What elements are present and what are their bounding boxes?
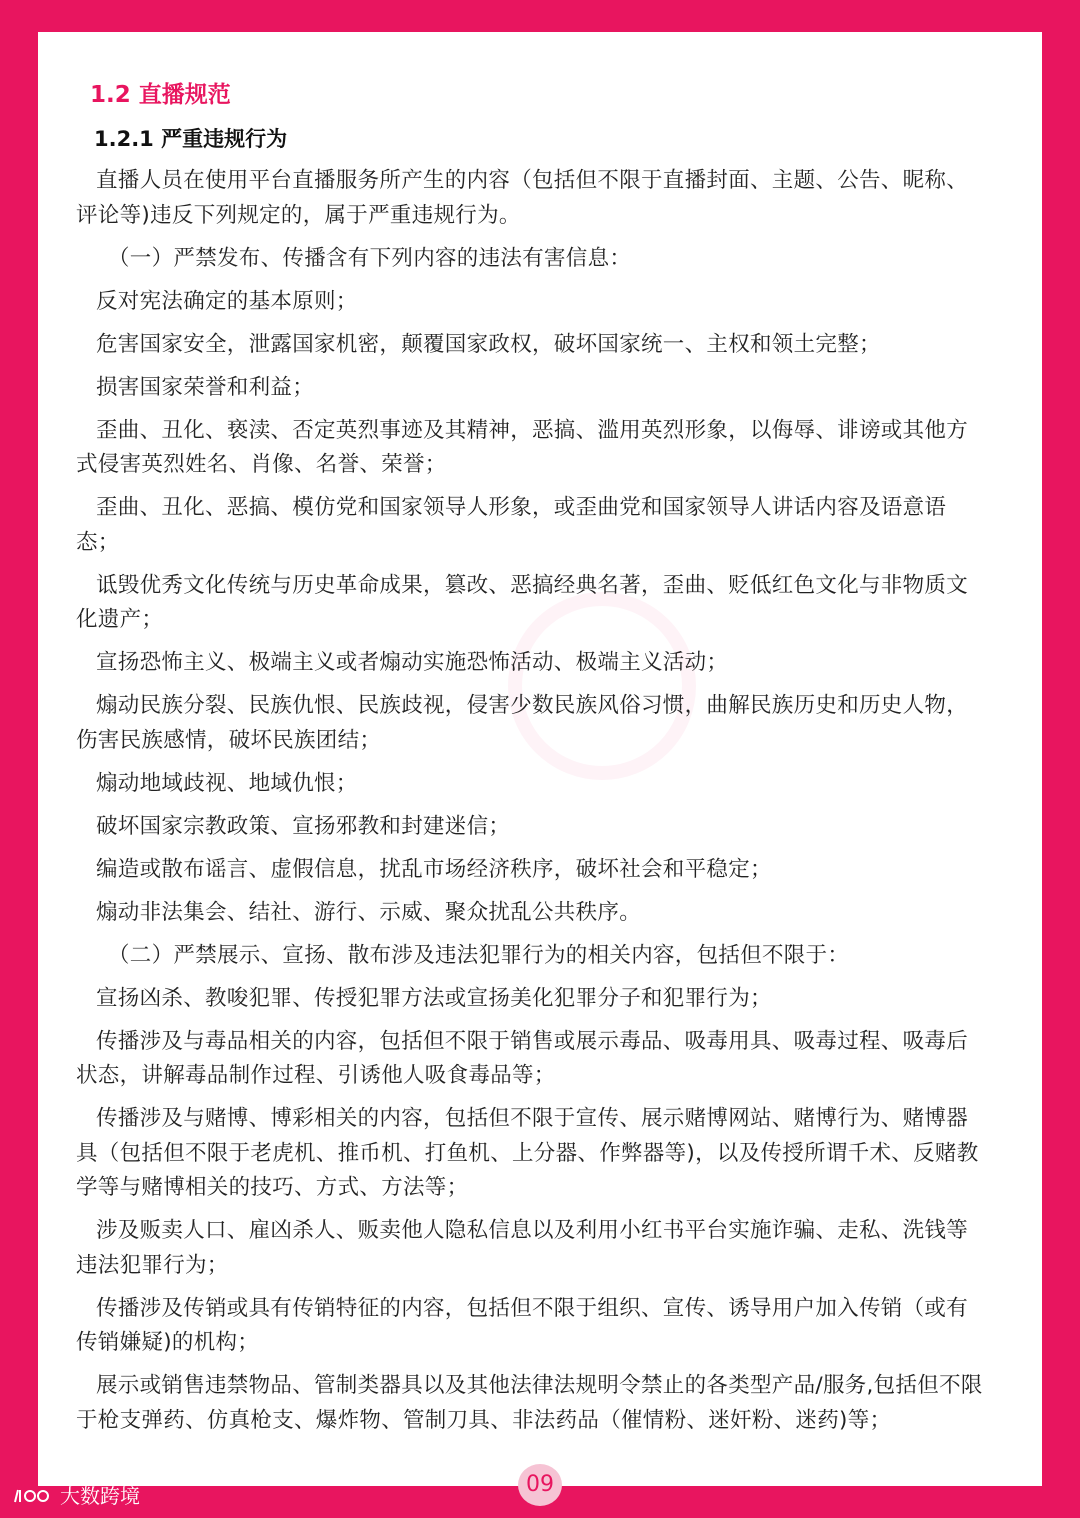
paragraph: 传播涉及与赌博、博彩相关的内容，包括但不限于宣传、展示赌博网站、赌博行为、赌博器具（包括但不限于老虎机、推币机、打鱼机、上分器、作弊器等)，以及传授所谓千术、反赌教学等与赌博相关的技巧、方式、方法等； — [76, 1106, 979, 1200]
paragraph: 损害国家荣誉和利益； — [96, 374, 315, 400]
paragraph: 反对宪法确定的基本原则； — [96, 288, 358, 314]
paragraph: 歪曲、丑化、恶搞、模仿党和国家领导人形象，或歪曲党和国家领导人讲话内容及语意语态； — [76, 495, 947, 555]
document-content — [38, 32, 1042, 1447]
paragraph: 传播涉及传销或具有传销特征的内容，包括但不限于组织、宣传、诱导用户加入传销（或有传销嫌疑)的机构； — [76, 1295, 969, 1355]
paragraph: （一）严禁发布、传播含有下列内容的违法有害信息： — [108, 245, 632, 271]
paragraph: 危害国家安全，泄露国家机密，颠覆国家政权，破坏国家统一、主权和领土完整； — [96, 331, 881, 357]
brand-footer — [12, 1483, 140, 1509]
paragraph: 宣扬凶杀、教唆犯罪、传授犯罪方法或宣扬美化犯罪分子和犯罪行为； — [96, 985, 772, 1011]
document-page — [38, 32, 1042, 1486]
page-number: 09 — [518, 1464, 562, 1506]
paragraph: 涉及贩卖人口、雇凶杀人、贩卖他人隐私信息以及利用小红书平台实施诈骗、走私、洗钱等违法犯罪行为； — [76, 1218, 969, 1278]
paragraph: 传播涉及与毒品相关的内容，包括但不限于销售或展示毒品、吸毒用具、吸毒过程、吸毒后状态，讲解毒品制作过程、引诱他人吸食毒品等； — [76, 1028, 969, 1088]
paragraph: （二）严禁展示、宣扬、散布涉及违法犯罪行为的相关内容，包括但不限于： — [108, 942, 850, 968]
paragraph: 煽动民族分裂、民族仇恨、民族歧视，侵害少数民族风俗习惯，曲解民族历史和历史人物，伤害民族感情，破坏民族团结； — [76, 693, 969, 753]
brand-logo-icon — [12, 1486, 52, 1506]
paragraph: 煽动非法集会、结社、游行、示威、聚众扰乱公共秩序。 — [96, 899, 642, 925]
paragraph: 诋毁优秀文化传统与历史革命成果，篡改、恶搞经典名著，歪曲、贬低红色文化与非物质文化遗产； — [76, 572, 969, 632]
paragraph: 直播人员在使用平台直播服务所产生的内容（包括但不限于直播封面、主题、公告、昵称、评论等)违反下列规定的，属于严重违规行为。 — [76, 168, 969, 228]
paragraph: 宣扬恐怖主义、极端主义或者煽动实施恐怖活动、极端主义活动； — [96, 650, 729, 675]
paragraph: 歪曲、丑化、亵渎、否定英烈事迹及其精神，恶搞、滥用英烈形象，以侮辱、诽谤或其他方式侵害英烈姓名、肖像、名誉、荣誉； — [76, 417, 969, 477]
paragraph: 编造或散布谣言、虚假信息，扰乱市场经济秩序，破坏社会和平稳定； — [96, 856, 772, 882]
subsection-title: 1.2.1 严重违规行为 — [94, 127, 288, 151]
paragraph: 破坏国家宗教政策、宣扬邪教和封建迷信； — [96, 813, 511, 839]
paragraph: 煽动地域歧视、地域仇恨； — [96, 770, 358, 796]
section-title: 1.2 直播规范 — [90, 82, 231, 108]
paragraph: 展示或销售违禁物品、管制类器具以及其他法律法规明令禁止的各类型产品/服务,包括但不限于枪支弹药、仿真枪支、爆炸物、管制刀具、非法药品（催情粉、迷奸粉、迷药)等； — [76, 1373, 983, 1433]
brand-name: 大数跨境 — [60, 1484, 140, 1508]
